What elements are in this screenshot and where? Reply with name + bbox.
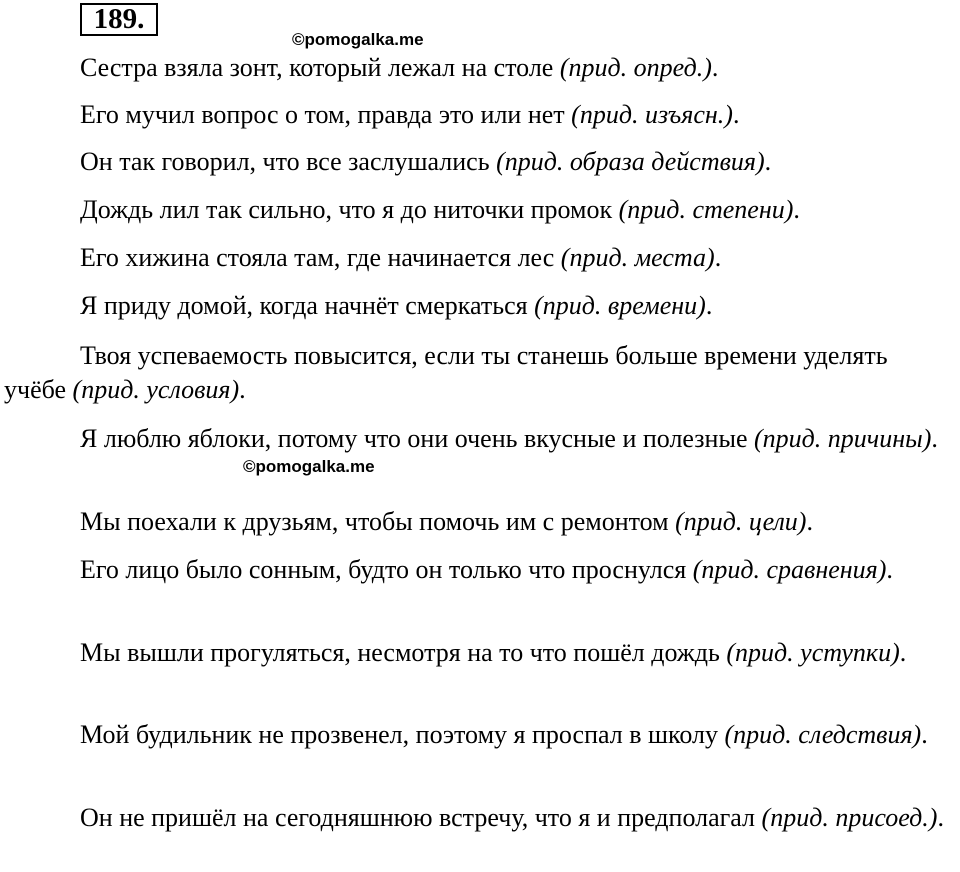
sentence xyxy=(4,801,956,835)
sentence xyxy=(4,51,956,85)
sentence xyxy=(4,636,956,670)
sentence-text: Его лицо было сонным, будто он только что проснулся xyxy=(80,555,693,584)
clause-type-note: (прид. причины) xyxy=(753,424,932,453)
sentence-text: Он так говорил, что все заслушались xyxy=(80,147,497,176)
sentence-end: . xyxy=(239,375,246,404)
sentence-text: Его мучил вопрос о том, правда это или нет xyxy=(80,100,572,129)
clause-type-note: (прид. сравнения) xyxy=(692,555,887,584)
clause-type-note: (прид. опред.) xyxy=(559,53,712,82)
sentence xyxy=(4,145,956,179)
clause-type-note: (прид. следствия) xyxy=(724,720,922,749)
clause-type-note: (прид. изъясн.) xyxy=(571,100,733,129)
sentence-text: Он не пришёл на сегодняшнюю встречу, что я и предполагал xyxy=(80,803,762,832)
sentence-text: Мой будильник не прозвенел, поэтому я проспал в школу xyxy=(80,720,725,749)
watermark: ©pomogalka.me xyxy=(292,30,424,49)
sentence-end: . xyxy=(806,507,813,536)
sentence-text: Мы поехали к друзьям, чтобы помочь им с ремонтом xyxy=(80,507,676,536)
sentence-text: Я люблю яблоки, потому что они очень вкусные и полезные xyxy=(80,424,754,453)
sentence-end: . xyxy=(764,147,772,176)
watermark: ©pomogalka.me xyxy=(243,457,375,476)
sentence xyxy=(4,339,956,407)
sentence-end: . xyxy=(705,291,713,320)
clause-type-note: (прид. присоед.) xyxy=(761,803,938,832)
clause-type-note: (прид. уступки) xyxy=(726,638,900,667)
sentence-end: . xyxy=(899,638,907,667)
sentence xyxy=(4,241,956,275)
sentence-text: Мы вышли прогуляться, несмотря на то что пошёл дождь xyxy=(80,638,727,667)
sentence-end: . xyxy=(886,555,893,584)
sentence xyxy=(4,718,956,752)
clause-type-note: (прид. степени) xyxy=(618,195,794,224)
sentence-end: . xyxy=(793,195,800,224)
sentence-end: . xyxy=(937,803,944,832)
sentence-end: . xyxy=(711,53,719,82)
clause-type-note: (прид. времени) xyxy=(534,291,706,320)
sentence-text: Дождь лил так сильно, что я до ниточки промок xyxy=(80,195,619,224)
sentence-text: Сестра взяла зонт, который лежал на столе xyxy=(80,53,560,82)
sentence xyxy=(4,553,956,587)
sentence xyxy=(4,289,956,323)
sentence-end: . xyxy=(931,424,938,453)
sentence-end: . xyxy=(732,100,740,129)
sentence xyxy=(4,98,956,132)
clause-type-note: (прид. образа действия) xyxy=(496,147,765,176)
sentence-text: Твоя успеваемость повысится, если ты станешь больше времени уделять учёбе xyxy=(4,341,888,404)
sentence-end: . xyxy=(714,243,722,272)
clause-type-note: (прид. условия) xyxy=(72,375,240,404)
sentence xyxy=(4,505,956,539)
sentence xyxy=(4,193,956,227)
sentence-end: . xyxy=(921,720,928,749)
clause-type-note: (прид. цели) xyxy=(675,507,807,536)
sentence xyxy=(4,422,956,456)
sentence-text: Я приду домой, когда начнёт смеркаться xyxy=(80,291,535,320)
clause-type-note: (прид. места) xyxy=(560,243,715,272)
exercise-number: 189. xyxy=(80,3,158,36)
sentence-text: Его хижина стояла там, где начинается лес xyxy=(80,243,561,272)
